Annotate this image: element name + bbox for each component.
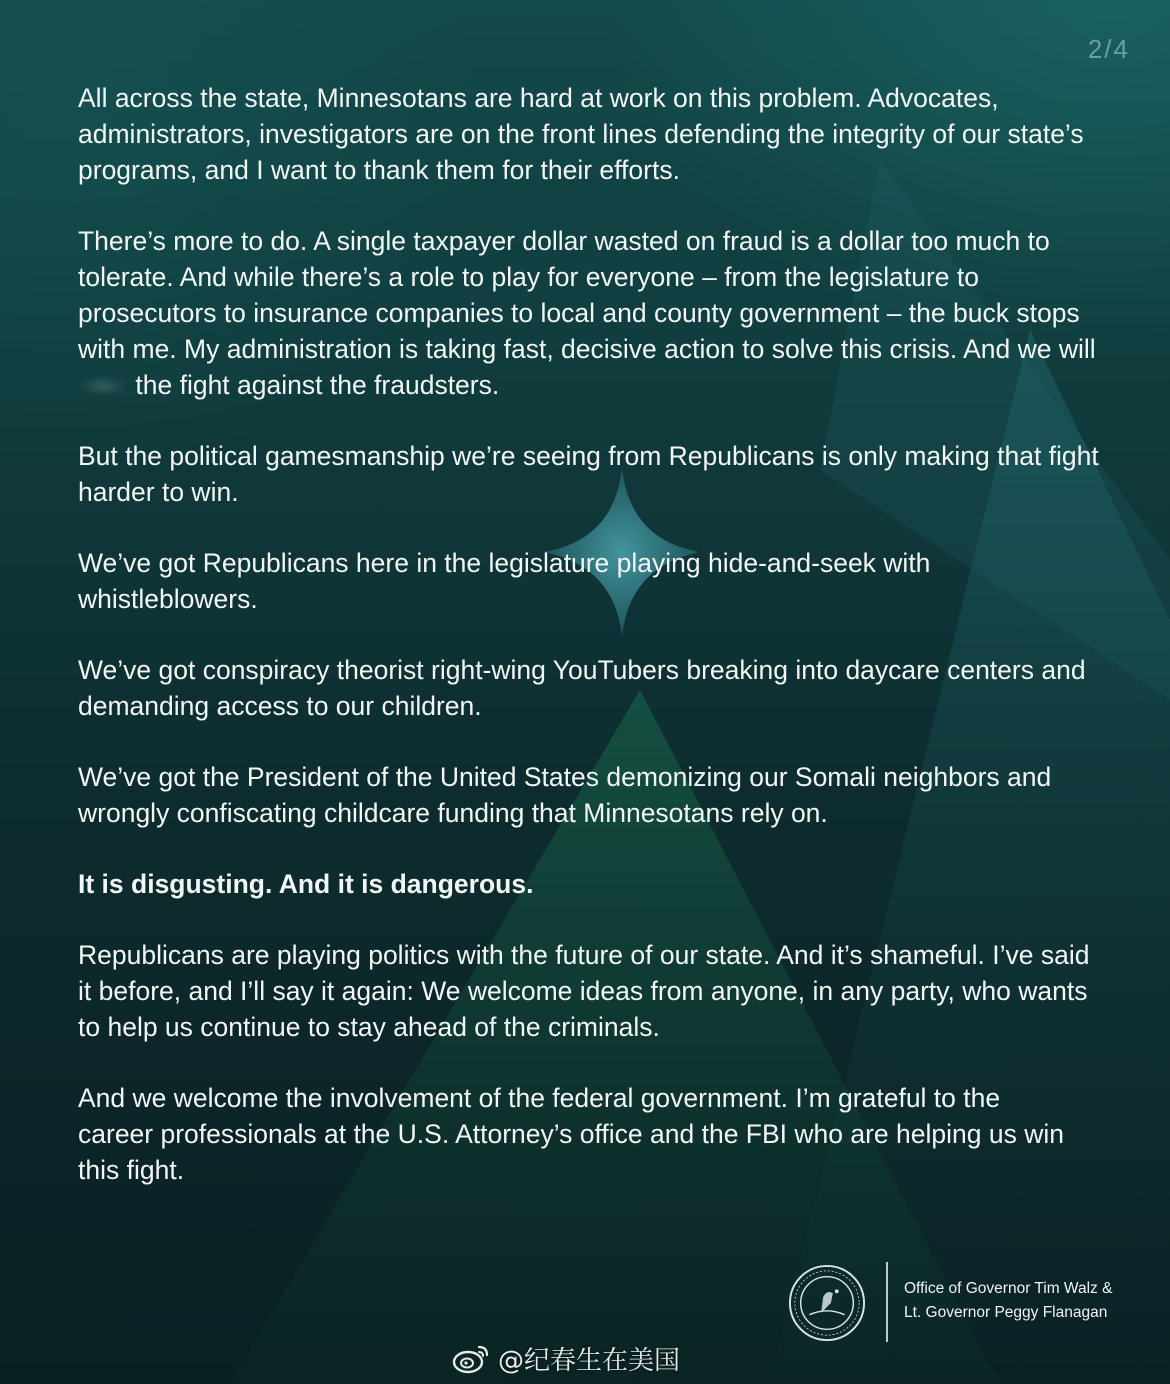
paragraph-1: All across the state, Minnesotans are hard at work on this problem. Advocates, administrators, investigators are on the front lines defending the integrity of our state’s programs, and I want to thank them for their efforts.	[78, 83, 1084, 185]
redacted-word-blur	[78, 375, 128, 397]
paragraph-2	[78, 223, 1108, 403]
footer-signature	[788, 1262, 1148, 1344]
paragraph-8: Republicans are playing politics with the future of our state. And it’s shameful. I’ve said it before, and I’ll say it again: We welcome ideas from anyone, in any party, who wants to help us continue to stay ahead of the criminals.	[78, 940, 1090, 1042]
weibo-watermark	[452, 1338, 680, 1378]
footer-divider	[886, 1262, 888, 1342]
paragraph-5: We’ve got conspiracy theorist right-wing YouTubers breaking into daycare centers and demanding access to our children.	[78, 655, 1086, 721]
paragraph-2-text-after: the fight against the fraudsters.	[135, 370, 500, 400]
paragraph-6: We’ve got the President of the United States demonizing our Somali neighbors and wrongly confiscating childcare funding that Minnesotans rely on.	[78, 762, 1052, 828]
paragraph-3: But the political gamesmanship we’re seeing from Republicans is only making that fight harder to win.	[78, 441, 1099, 507]
paragraph-7-emphasis: It is disgusting. And it is dangerous.	[78, 869, 534, 899]
page-counter: 2/4	[1087, 34, 1130, 64]
paragraph-9: And we welcome the involvement of the federal government. I’m grateful to the career professionals at the U.S. Attorney’s office and the FBI who are helping us win this fight.	[78, 1083, 1064, 1185]
office-name-line-1: Office of Governor Tim Walz &	[904, 1280, 1113, 1297]
weibo-icon	[452, 1342, 492, 1374]
paragraph-2-text-before: There’s more to do. A single taxpayer dollar wasted on fraud is a dollar too much to tolerate. And while there’s a role to play for everyone – from the legislature to prosecutors to insurance companies to local and county government – the buck stops with me. My administration is taking fast, decisive action to solve this crisis. And we will	[78, 226, 1096, 364]
statement-body	[78, 80, 1108, 1223]
minnesota-state-seal-icon	[788, 1264, 866, 1342]
watermark-text: @纪春生在美国	[498, 1345, 681, 1376]
paragraph-4: We’ve got Republicans here in the legislature playing hide-and-seek with whistleblowers.	[78, 548, 931, 614]
office-name-line-2: Lt. Governor Peggy Flanagan	[904, 1304, 1108, 1321]
